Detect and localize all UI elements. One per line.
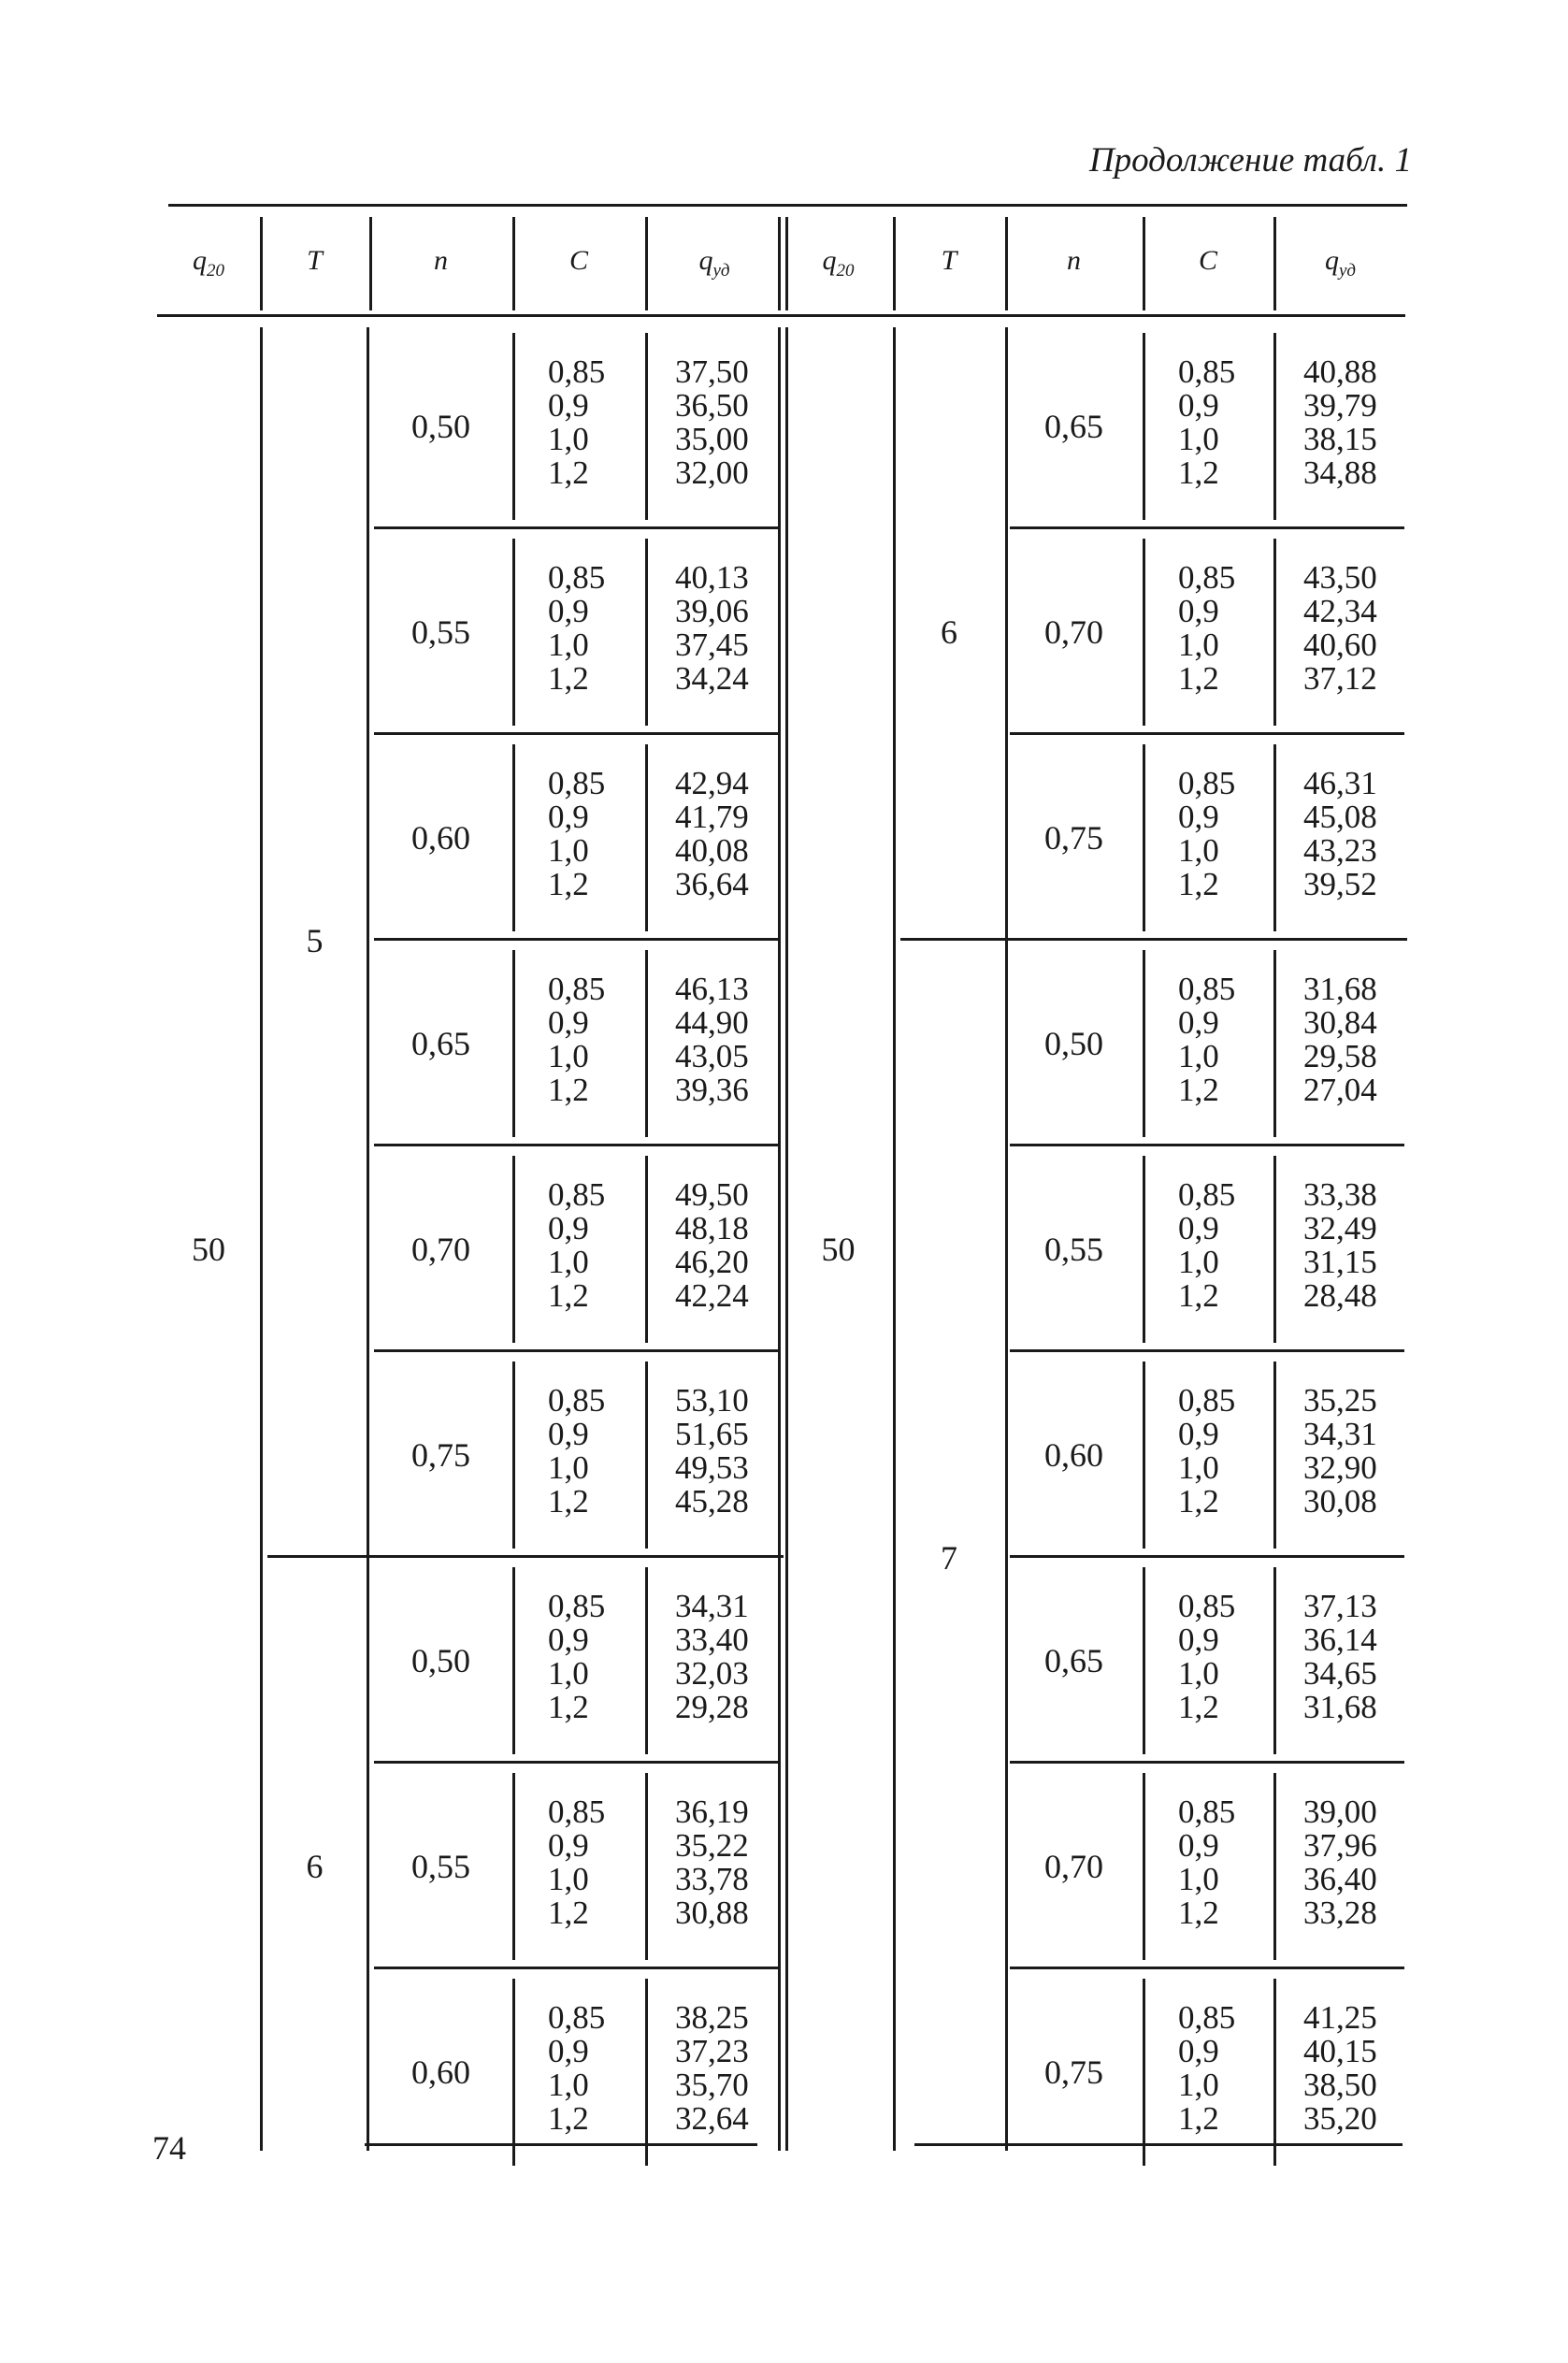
row-rule <box>1010 1555 1404 1558</box>
q-values: 42,94 41,79 40,08 36,64 <box>675 765 749 902</box>
cell-rule <box>512 1773 515 1960</box>
header-divider <box>1005 217 1008 310</box>
cell-rule <box>1273 950 1276 1137</box>
group-rule <box>900 938 1407 941</box>
cell-rule <box>1273 539 1276 726</box>
q-values: 37,50 36,50 35,00 32,00 <box>675 353 749 491</box>
cell-rule <box>645 744 648 931</box>
t-value: 7 <box>941 1539 957 1577</box>
header-divider <box>1273 217 1276 310</box>
n-value: 0,65 <box>1044 408 1103 445</box>
cell-rule <box>645 1979 648 2166</box>
column-rule <box>893 327 896 2151</box>
c-values: 0,85 0,9 1,0 1,2 <box>1178 353 1236 491</box>
table-bottom-rule-right <box>914 2143 1403 2146</box>
c-values: 0,85 0,9 1,0 1,2 <box>1178 1794 1236 1931</box>
t-value: 5 <box>306 922 324 959</box>
cell-rule <box>1273 1979 1276 2166</box>
cell-rule <box>512 1567 515 1754</box>
row-rule <box>1010 1967 1404 1969</box>
c-values: 0,85 0,9 1,0 1,2 <box>548 1382 606 1520</box>
header-divider <box>893 217 896 310</box>
cell-rule <box>1273 744 1276 931</box>
cell-rule <box>1143 744 1145 931</box>
q20-value: 50 <box>821 1231 856 1268</box>
header-divider <box>645 217 648 310</box>
column-rule <box>778 327 781 2151</box>
row-rule <box>1010 1144 1404 1146</box>
n-value: 0,70 <box>1044 613 1103 651</box>
cell-rule <box>1143 539 1145 726</box>
n-value: 0,50 <box>411 408 470 445</box>
q-values: 43,50 42,34 40,60 37,12 <box>1303 559 1377 697</box>
cell-rule <box>1273 333 1276 520</box>
row-rule <box>1010 732 1404 735</box>
row-rule <box>374 1349 781 1352</box>
c-values: 0,85 0,9 1,0 1,2 <box>548 765 606 902</box>
c-values: 0,85 0,9 1,0 1,2 <box>1178 1999 1236 2137</box>
c-values: 0,85 0,9 1,0 1,2 <box>548 353 606 491</box>
cell-rule <box>1143 333 1145 520</box>
header-divider <box>369 217 372 310</box>
cell-rule <box>645 1156 648 1343</box>
n-value: 0,70 <box>411 1231 470 1268</box>
cell-rule <box>512 333 515 520</box>
row-rule <box>374 1144 781 1146</box>
c-values: 0,85 0,9 1,0 1,2 <box>1178 1176 1236 1314</box>
c-values: 0,85 0,9 1,0 1,2 <box>1178 1382 1236 1520</box>
n-value: 0,75 <box>1044 2053 1103 2091</box>
n-value: 0,65 <box>411 1025 470 1062</box>
cell-rule <box>512 950 515 1137</box>
header-bottom-rule <box>157 314 1405 317</box>
row-rule <box>374 1761 781 1764</box>
header-divider <box>1143 217 1145 310</box>
c-values: 0,85 0,9 1,0 1,2 <box>1178 1588 1236 1725</box>
c-values: 0,85 0,9 1,0 1,2 <box>1178 971 1236 1108</box>
q-values: 40,88 39,79 38,15 34,88 <box>1303 353 1377 491</box>
cell-rule <box>645 539 648 726</box>
cell-rule <box>1273 1362 1276 1549</box>
cell-rule <box>512 744 515 931</box>
c-values: 0,85 0,9 1,0 1,2 <box>548 971 606 1108</box>
q-values: 53,10 51,65 49,53 45,28 <box>675 1382 749 1520</box>
row-rule <box>374 732 781 735</box>
group-rule <box>267 1555 784 1558</box>
c-values: 0,85 0,9 1,0 1,2 <box>548 1588 606 1725</box>
q-values: 31,68 30,84 29,58 27,04 <box>1303 971 1377 1108</box>
table-top-rule <box>168 204 1407 207</box>
q-values: 41,25 40,15 38,50 35,20 <box>1303 1999 1377 2137</box>
t-value: 6 <box>306 1848 324 1885</box>
header-divider <box>778 217 781 310</box>
row-rule <box>374 938 781 941</box>
c-values: 0,85 0,9 1,0 1,2 <box>548 1999 606 2137</box>
cell-rule <box>1143 1773 1145 1960</box>
n-value: 0,65 <box>1044 1642 1103 1679</box>
cell-rule <box>1143 1156 1145 1343</box>
row-rule <box>1010 526 1404 529</box>
cell-rule <box>512 1979 515 2166</box>
q-values: 36,19 35,22 33,78 30,88 <box>675 1794 749 1931</box>
n-value: 0,55 <box>411 613 470 651</box>
table-caption: Продолжение табл. 1 <box>1088 141 1412 180</box>
column-header: $q_{уд}$ <box>698 245 730 281</box>
column-header: C <box>1198 245 1217 276</box>
n-value: 0,50 <box>1044 1025 1103 1062</box>
header-divider <box>785 217 788 310</box>
page-number: 74 <box>152 2129 186 2167</box>
column-header: $q_{уд}$ <box>1325 245 1356 281</box>
cell-rule <box>512 1362 515 1549</box>
table-bottom-rule-left <box>365 2143 757 2146</box>
n-value: 0,55 <box>1044 1231 1103 1268</box>
c-values: 0,85 0,9 1,0 1,2 <box>548 1176 606 1314</box>
cell-rule <box>512 1156 515 1343</box>
q-values: 39,00 37,96 36,40 33,28 <box>1303 1794 1377 1931</box>
column-header: n <box>1067 245 1081 276</box>
q-values: 35,25 34,31 32,90 30,08 <box>1303 1382 1377 1520</box>
c-values: 0,85 0,9 1,0 1,2 <box>1178 559 1236 697</box>
cell-rule <box>1143 1362 1145 1549</box>
cell-rule <box>645 1567 648 1754</box>
q-values: 46,13 44,90 43,05 39,36 <box>675 971 749 1108</box>
cell-rule <box>1273 1773 1276 1960</box>
column-header: C <box>568 245 588 276</box>
q-values: 40,13 39,06 37,45 34,24 <box>675 559 749 697</box>
n-value: 0,75 <box>411 1436 470 1474</box>
c-values: 0,85 0,9 1,0 1,2 <box>1178 765 1236 902</box>
n-value: 0,60 <box>411 2053 470 2091</box>
q-values: 38,25 37,23 35,70 32,64 <box>675 1999 749 2137</box>
cell-rule <box>645 950 648 1137</box>
n-value: 0,50 <box>411 1642 470 1679</box>
q-values: 46,31 45,08 43,23 39,52 <box>1303 765 1377 902</box>
cell-rule <box>512 539 515 726</box>
cell-rule <box>645 333 648 520</box>
cell-rule <box>1143 1979 1145 2166</box>
cell-rule <box>1273 1567 1276 1754</box>
row-rule <box>374 526 781 529</box>
row-rule <box>1010 1761 1404 1764</box>
c-values: 0,85 0,9 1,0 1,2 <box>548 1794 606 1931</box>
c-values: 0,85 0,9 1,0 1,2 <box>548 559 606 697</box>
header-divider <box>260 217 263 310</box>
row-rule <box>1010 1349 1404 1352</box>
column-header: n <box>434 245 448 276</box>
column-header: $q_{20}$ <box>822 245 855 281</box>
row-rule <box>374 1967 781 1969</box>
n-value: 0,60 <box>411 819 470 857</box>
n-value: 0,70 <box>1044 1848 1103 1885</box>
header-divider <box>512 217 515 310</box>
column-header: T <box>941 245 957 276</box>
q-values: 37,13 36,14 34,65 31,68 <box>1303 1588 1377 1725</box>
cell-rule <box>1143 1567 1145 1754</box>
column-header: $q_{20}$ <box>193 245 224 281</box>
cell-rule <box>645 1773 648 1960</box>
q-values: 33,38 32,49 31,15 28,48 <box>1303 1176 1377 1314</box>
q-values: 34,31 33,40 32,03 29,28 <box>675 1588 749 1725</box>
t-value: 6 <box>941 613 957 651</box>
q20-value: 50 <box>192 1231 225 1268</box>
cell-rule <box>1273 1156 1276 1343</box>
cell-rule <box>645 1362 648 1549</box>
q-values: 49,50 48,18 46,20 42,24 <box>675 1176 749 1314</box>
n-value: 0,55 <box>411 1848 470 1885</box>
cell-rule <box>1143 950 1145 1137</box>
n-value: 0,75 <box>1044 819 1103 857</box>
column-header: T <box>307 245 323 276</box>
n-value: 0,60 <box>1044 1436 1103 1474</box>
